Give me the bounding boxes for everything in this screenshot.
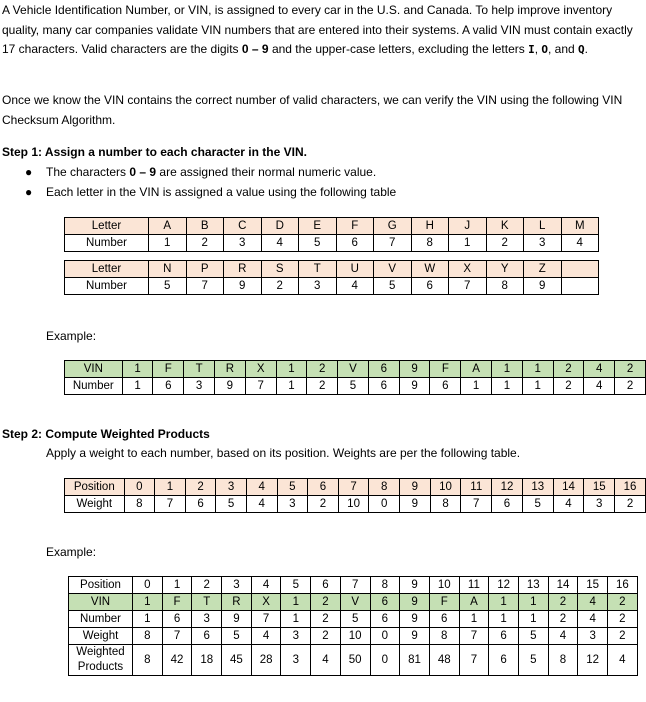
vin-cell: 1 — [522, 361, 553, 378]
number-cell: 9 — [224, 278, 262, 295]
vin-cell: V — [338, 361, 369, 378]
number-cell: 2 — [261, 278, 299, 295]
position-cell: 8 — [369, 479, 400, 496]
step2-example-label: Example: — [46, 545, 97, 559]
number-cell: 8 — [486, 278, 524, 295]
weight-cell: 5 — [222, 628, 252, 645]
number-cell: 4 — [578, 611, 608, 628]
letter-cell: M — [561, 218, 599, 235]
weighted-text: Weighted — [76, 646, 125, 658]
step2-heading: Step 2: Compute Weighted Products — [2, 427, 210, 441]
weight-cell: 2 — [608, 628, 638, 645]
product-cell: 12 — [578, 645, 608, 676]
vin-cell: R — [222, 594, 252, 611]
letter-cell: Y — [486, 261, 524, 278]
letter-cell: L — [524, 218, 562, 235]
number-cell: 2 — [615, 378, 646, 395]
position-cell: 5 — [281, 577, 311, 594]
number-cell: 1 — [149, 235, 187, 252]
vin-cell: T — [184, 361, 215, 378]
number-cell: 1 — [492, 378, 523, 395]
weighted-products-row — [69, 645, 638, 676]
position-cell: 3 — [216, 479, 247, 496]
letter-cell: A — [149, 218, 187, 235]
position-cell: 12 — [489, 577, 519, 594]
position-cell: 7 — [340, 577, 370, 594]
product-cell: 28 — [251, 645, 281, 676]
number-cell: 6 — [370, 611, 400, 628]
position-cell: 13 — [518, 577, 548, 594]
number-cell: 5 — [374, 278, 412, 295]
weight-cell: 4 — [548, 628, 578, 645]
letter-row — [65, 261, 599, 278]
position-cell: 2 — [192, 577, 222, 594]
letter-label: Letter — [65, 261, 149, 278]
position-cell: 1 — [162, 577, 192, 594]
step2-description: Apply a weight to each number, based on its position. Weights are per the following table. — [46, 446, 521, 460]
product-cell: 8 — [548, 645, 578, 676]
weight-label: Weight — [65, 496, 125, 513]
vin-cell: X — [245, 361, 276, 378]
number-label: Number — [65, 278, 149, 295]
letter-cell — [561, 261, 599, 278]
letter-cell: N — [149, 261, 187, 278]
number-cell: 4 — [336, 278, 374, 295]
position-cell: 0 — [124, 479, 155, 496]
weight-cell: 2 — [311, 628, 341, 645]
weight-cell: 5 — [522, 496, 553, 513]
position-cell: 5 — [277, 479, 308, 496]
product-cell: 8 — [133, 645, 163, 676]
number-cell: 9 — [524, 278, 562, 295]
number-cell: 3 — [524, 235, 562, 252]
weight-cell: 5 — [216, 496, 247, 513]
letter-value-table-1 — [64, 217, 599, 252]
weight-cell: 3 — [277, 496, 308, 513]
weight-cell: 4 — [246, 496, 277, 513]
letter-cell: E — [299, 218, 337, 235]
letter-value-table-2 — [64, 260, 599, 295]
vin-cell: 2 — [307, 361, 338, 378]
weight-label: Weight — [69, 628, 133, 645]
number-cell: 6 — [429, 611, 459, 628]
number-label: Number — [69, 611, 133, 628]
letter-cell: D — [261, 218, 299, 235]
weight-cell: 5 — [518, 628, 548, 645]
product-cell: 0 — [370, 645, 400, 676]
weight-cell: 0 — [369, 496, 400, 513]
letter-cell: P — [186, 261, 224, 278]
letter-cell: W — [411, 261, 449, 278]
number-cell: 5 — [149, 278, 187, 295]
weight-cell: 7 — [155, 496, 186, 513]
vin-cell: V — [340, 594, 370, 611]
step1-example-label: Example: — [46, 329, 97, 343]
checksum-intro-paragraph: Once we know the VIN contains the correct number of valid characters, we can verify the VIN using the following VIN Checksum Algorithm. — [2, 93, 623, 127]
letter-cell: C — [224, 218, 262, 235]
number-row — [65, 235, 599, 252]
product-cell: 42 — [162, 645, 192, 676]
number-cell: 6 — [336, 235, 374, 252]
number-cell: 4 — [561, 235, 599, 252]
vin-cell: 1 — [281, 594, 311, 611]
letter-cell: G — [374, 218, 412, 235]
number-cell: 3 — [184, 378, 215, 395]
number-cell: 3 — [299, 278, 337, 295]
position-cell: 1 — [155, 479, 186, 496]
weight-cell: 3 — [281, 628, 311, 645]
position-cell: 2 — [185, 479, 216, 496]
position-cell: 4 — [246, 479, 277, 496]
excluded-letter-i: I — [528, 43, 535, 56]
number-cell: 1 — [133, 611, 163, 628]
position-cell: 10 — [430, 479, 461, 496]
vin-cell: 9 — [399, 361, 430, 378]
weight-cell: 6 — [185, 496, 216, 513]
weight-cell: 4 — [553, 496, 584, 513]
vin-cell: 2 — [608, 594, 638, 611]
position-cell: 11 — [461, 479, 492, 496]
letter-cell: J — [449, 218, 487, 235]
vin-cell: 2 — [615, 361, 646, 378]
weight-cell: 2 — [308, 496, 339, 513]
number-cell: 9 — [400, 611, 430, 628]
position-cell: 14 — [548, 577, 578, 594]
vin-cell: 1 — [133, 594, 163, 611]
weighted-products-label — [69, 645, 133, 676]
position-cell: 9 — [400, 479, 431, 496]
intro-text-2: and the upper-case letters, excluding the letters — [268, 42, 529, 56]
number-cell: 2 — [186, 235, 224, 252]
letter-cell: K — [486, 218, 524, 235]
product-cell: 3 — [281, 645, 311, 676]
position-cell: 13 — [522, 479, 553, 496]
weight-cell: 9 — [400, 496, 431, 513]
number-cell: 7 — [186, 278, 224, 295]
weight-cell: 6 — [492, 496, 523, 513]
bullet-text-2: are assigned their normal numeric value. — [156, 165, 377, 179]
intro-text: A Vehicle Identification Number, or VIN, is assigned to every car in the U.S. and Canada. To help improve inventory quality, many car companies validate VIN numbers that are entered into their systems. A valid VIN must contain exactly 17 characters. Valid characters are the digits — [2, 3, 633, 56]
number-cell: 2 — [553, 378, 584, 395]
number-cell: 1 — [122, 378, 153, 395]
number-cell: 1 — [522, 378, 553, 395]
vin-cell: A — [461, 361, 492, 378]
number-cell: 2 — [486, 235, 524, 252]
product-cell: 4 — [608, 645, 638, 676]
excluded-letter-o: O — [541, 43, 549, 56]
position-cell: 15 — [584, 479, 615, 496]
letter-cell: S — [261, 261, 299, 278]
position-cell: 4 — [251, 577, 281, 594]
weight-cell: 4 — [251, 628, 281, 645]
period: . — [584, 42, 589, 56]
vin-example-table — [64, 360, 646, 395]
position-cell: 7 — [338, 479, 369, 496]
vin-cell: X — [251, 594, 281, 611]
product-cell: 5 — [518, 645, 548, 676]
number-cell: 4 — [261, 235, 299, 252]
number-label: Number — [65, 378, 123, 395]
position-row — [65, 479, 646, 496]
number-cell: 9 — [222, 611, 252, 628]
bullet-text: The characters — [46, 165, 130, 179]
number-cell: 6 — [368, 378, 399, 395]
letter-cell: H — [411, 218, 449, 235]
number-cell: 4 — [584, 378, 615, 395]
letter-label: Letter — [65, 218, 149, 235]
position-label: Position — [65, 479, 125, 496]
number-cell: 9 — [214, 378, 245, 395]
number-cell: 1 — [281, 611, 311, 628]
vin-cell: F — [162, 594, 192, 611]
step1-heading: Step 1: Assign a number to each character in the VIN. — [2, 145, 307, 159]
weight-cell: 0 — [370, 628, 400, 645]
number-cell: 2 — [548, 611, 578, 628]
product-cell: 50 — [340, 645, 370, 676]
product-cell: 45 — [222, 645, 252, 676]
product-cell: 7 — [459, 645, 489, 676]
number-row — [65, 378, 646, 395]
vin-cell: 2 — [553, 361, 584, 378]
letter-cell: Z — [524, 261, 562, 278]
number-cell: 1 — [518, 611, 548, 628]
letter-row — [65, 218, 599, 235]
bullet-text: Each letter in the VIN is assigned a value using the following table — [46, 185, 397, 199]
weight-cell: 10 — [340, 628, 370, 645]
vin-cell: R — [214, 361, 245, 378]
weight-cell: 7 — [162, 628, 192, 645]
bullet-icon: ● — [25, 185, 33, 199]
vin-cell: F — [153, 361, 184, 378]
products-text: Products — [77, 661, 124, 673]
number-cell: 3 — [192, 611, 222, 628]
letter-cell: F — [336, 218, 374, 235]
weight-cell: 7 — [459, 628, 489, 645]
weight-cell: 7 — [461, 496, 492, 513]
position-weight-table — [64, 478, 646, 513]
position-cell: 15 — [578, 577, 608, 594]
weight-row — [69, 628, 638, 645]
vin-cell: 4 — [578, 594, 608, 611]
position-label: Position — [69, 577, 133, 594]
separator: , and — [548, 42, 579, 56]
vin-cell: 6 — [370, 594, 400, 611]
position-row — [69, 577, 638, 594]
position-cell: 0 — [133, 577, 163, 594]
product-cell: 18 — [192, 645, 222, 676]
number-cell: 1 — [461, 378, 492, 395]
weight-cell: 8 — [429, 628, 459, 645]
position-cell: 14 — [553, 479, 584, 496]
product-cell: 6 — [489, 645, 519, 676]
number-cell: 7 — [251, 611, 281, 628]
letter-cell: X — [449, 261, 487, 278]
vin-cell: 2 — [311, 594, 341, 611]
excluded-letter-q: Q — [578, 43, 585, 56]
number-cell: 1 — [276, 378, 307, 395]
number-row — [69, 611, 638, 628]
weight-cell: 10 — [338, 496, 369, 513]
number-cell: 1 — [489, 611, 519, 628]
weight-cell: 8 — [133, 628, 163, 645]
vin-cell: 1 — [492, 361, 523, 378]
weight-cell: 2 — [615, 496, 646, 513]
number-cell: 5 — [338, 378, 369, 395]
vin-cell: 1 — [518, 594, 548, 611]
number-row — [65, 278, 599, 295]
number-cell: 2 — [608, 611, 638, 628]
number-cell: 7 — [245, 378, 276, 395]
weight-cell: 3 — [578, 628, 608, 645]
position-cell: 16 — [615, 479, 646, 496]
weight-cell: 3 — [584, 496, 615, 513]
product-cell: 48 — [429, 645, 459, 676]
vin-label: VIN — [69, 594, 133, 611]
number-cell: 1 — [459, 611, 489, 628]
letter-cell: V — [374, 261, 412, 278]
weight-cell: 8 — [124, 496, 155, 513]
digit-range: 0 – 9 — [241, 42, 269, 56]
weight-cell: 6 — [192, 628, 222, 645]
vin-cell: A — [459, 594, 489, 611]
separator: , — [534, 42, 542, 56]
vin-cell: 9 — [400, 594, 430, 611]
number-cell: 2 — [311, 611, 341, 628]
vin-cell: T — [192, 594, 222, 611]
weight-cell: 8 — [430, 496, 461, 513]
number-cell: 7 — [449, 278, 487, 295]
vin-cell: 4 — [584, 361, 615, 378]
number-cell: 1 — [449, 235, 487, 252]
number-label: Number — [65, 235, 149, 252]
position-cell: 6 — [311, 577, 341, 594]
weight-cell: 6 — [489, 628, 519, 645]
vin-row — [69, 594, 638, 611]
letter-cell: T — [299, 261, 337, 278]
number-cell: 6 — [153, 378, 184, 395]
position-cell: 11 — [459, 577, 489, 594]
position-cell: 12 — [492, 479, 523, 496]
vin-cell: 2 — [548, 594, 578, 611]
vin-cell: F — [429, 594, 459, 611]
intro-paragraph — [2, 1, 642, 60]
number-cell: 8 — [411, 235, 449, 252]
product-cell: 81 — [400, 645, 430, 676]
digit-range: 0 – 9 — [129, 165, 157, 179]
position-cell: 9 — [400, 577, 430, 594]
number-cell: 6 — [411, 278, 449, 295]
position-cell: 16 — [608, 577, 638, 594]
number-cell: 6 — [162, 611, 192, 628]
vin-cell: 1 — [276, 361, 307, 378]
weighted-products-table — [68, 576, 638, 676]
bullet-letters — [25, 183, 397, 202]
number-cell: 3 — [224, 235, 262, 252]
vin-cell: 1 — [489, 594, 519, 611]
letter-cell: B — [186, 218, 224, 235]
number-cell: 9 — [399, 378, 430, 395]
number-cell: 7 — [374, 235, 412, 252]
position-cell: 10 — [429, 577, 459, 594]
number-cell — [561, 278, 599, 295]
vin-cell: 1 — [122, 361, 153, 378]
vin-cell: 6 — [368, 361, 399, 378]
vin-row — [65, 361, 646, 378]
bullet-icon: ● — [25, 165, 33, 179]
number-cell: 5 — [340, 611, 370, 628]
number-cell: 5 — [299, 235, 337, 252]
weight-cell: 9 — [400, 628, 430, 645]
vin-label: VIN — [65, 361, 123, 378]
letter-cell: U — [336, 261, 374, 278]
number-cell: 6 — [430, 378, 461, 395]
position-cell: 8 — [370, 577, 400, 594]
vin-cell: F — [430, 361, 461, 378]
bullet-digits — [25, 163, 377, 182]
weight-row — [65, 496, 646, 513]
position-cell: 6 — [308, 479, 339, 496]
number-cell: 2 — [307, 378, 338, 395]
position-cell: 3 — [222, 577, 252, 594]
product-cell: 4 — [311, 645, 341, 676]
letter-cell: R — [224, 261, 262, 278]
